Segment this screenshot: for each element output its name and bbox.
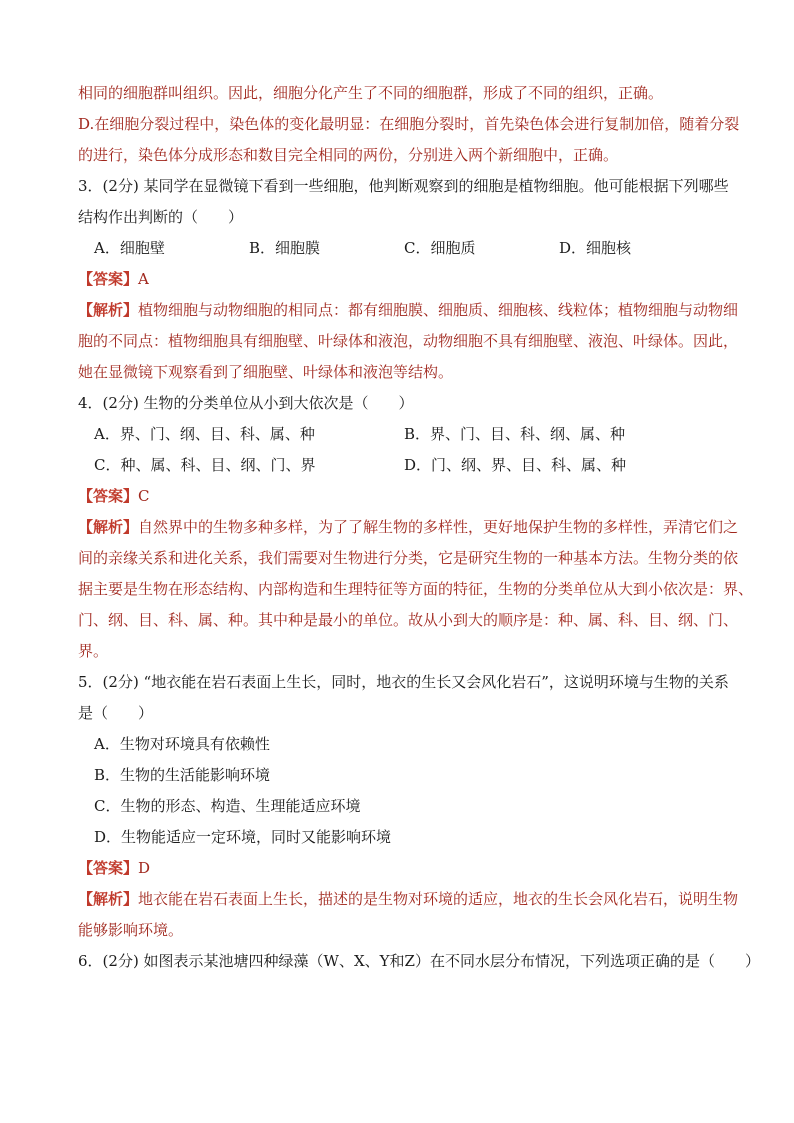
- answer-value: C: [138, 487, 150, 505]
- option-c: C．种、属、科、目、纲、门、界: [94, 456, 316, 474]
- question-5-analysis-line: 能够影响环境。: [78, 921, 184, 939]
- option-b: B．生物的生活能影响环境: [94, 766, 271, 784]
- page-content: [78, 78, 760, 977]
- question-5-stem: 5．(2分) “地衣能在岩石表面上生长，同时，地衣的生长又会风化岩石”，这说明环境与生物的关系: [78, 673, 729, 691]
- question-4-options: [78, 450, 728, 481]
- answer-value: D: [138, 859, 151, 877]
- question-4-options: [78, 419, 728, 450]
- option-d: D．门、纲、界、目、科、属、种: [404, 456, 627, 474]
- question-5-stem: 是（ ）: [78, 704, 154, 722]
- analysis-text: 地衣能在岩石表面上生长，描述的是生物对环境的适应，地衣的生长会风化岩石，说明生物: [138, 890, 739, 908]
- question-3-answer: [78, 264, 728, 295]
- analysis-text: 植物细胞与动物细胞的相同点：都有细胞膜、细胞质、细胞核、线粒体；植物细胞与动物细: [138, 301, 739, 319]
- prev-analysis-line: 相同的细胞群叫组织。因此，细胞分化产生了不同的细胞群，形成了不同的组织，正确。: [78, 84, 664, 102]
- answer-label: 【答案】: [78, 859, 139, 877]
- question-5-answer: [78, 853, 728, 884]
- question-4-analysis-line: 门、纲、目、科、属、种。其中种是最小的单位。故从小到大的顺序是：种、属、科、目、纲、门、: [78, 611, 739, 629]
- prev-analysis-line: D.在细胞分裂过程中，染色体的变化最明显：在细胞分裂时，首先染色体会进行复制加倍，随着分裂: [78, 115, 740, 133]
- option-c: C．细胞质: [404, 239, 476, 257]
- question-4-stem: 4．(2分) 生物的分类单位从小到大依次是（ ）: [78, 394, 414, 412]
- question-6-stem: 6．(2分) 如图表示某池塘四种绿藻（W、X、Y和Z）在不同水层分布情况，下列选项正确的是（ ）: [78, 952, 760, 970]
- analysis-text: 自然界中的生物多种多样，为了了解生物的多样性，更好地保护生物的多样性，弄清它们之: [138, 518, 739, 536]
- question-4-answer: [78, 481, 728, 512]
- analysis-label: 【解析】: [78, 301, 139, 319]
- answer-label: 【答案】: [78, 487, 139, 505]
- analysis-label: 【解析】: [78, 890, 139, 908]
- answer-value: A: [138, 270, 149, 288]
- question-3-analysis-line: 她在显微镜下观察看到了细胞壁、叶绿体和液泡等结构。: [78, 363, 454, 381]
- question-3-stem: 3．(2分) 某同学在显微镜下看到一些细胞，他判断观察到的细胞是植物细胞。他可能根据下列哪些: [78, 177, 729, 195]
- answer-label: 【答案】: [78, 270, 139, 288]
- question-3-options: [78, 233, 728, 264]
- option-c: C．生物的形态、构造、生理能适应环境: [94, 797, 361, 815]
- option-b: B．界、门、目、科、纲、属、种: [404, 425, 626, 443]
- question-4-analysis-line: 据主要是生物在形态结构、内部构造和生理特征等方面的特征，生物的分类单位从大到小依次是：界、: [78, 580, 754, 598]
- option-d: D．生物能适应一定环境，同时又能影响环境: [94, 828, 392, 846]
- option-a: A．界、门、纲、目、科、属、种: [94, 425, 315, 443]
- option-a: A．细胞壁: [94, 239, 165, 257]
- option-b: B．细胞膜: [249, 239, 321, 257]
- option-d: D．细胞核: [559, 239, 632, 257]
- option-a: A．生物对环境具有依赖性: [94, 735, 270, 753]
- question-4-analysis-line: 间的亲缘关系和进化关系，我们需要对生物进行分类，它是研究生物的一种基本方法。生物分类的依: [78, 549, 739, 567]
- question-3-analysis-line: 胞的不同点：植物细胞具有细胞壁、叶绿体和液泡，动物细胞不具有细胞壁、液泡、叶绿体。因此，: [78, 332, 739, 350]
- question-3-analysis: [78, 295, 739, 326]
- question-3-stem: 结构作出判断的（ ）: [78, 208, 244, 226]
- question-4-analysis: [78, 512, 739, 543]
- question-5-analysis: [78, 884, 739, 915]
- analysis-label: 【解析】: [78, 518, 139, 536]
- question-4-analysis-line: 界。: [78, 642, 109, 660]
- prev-analysis-line: 的进行，染色体分成形态和数目完全相同的两份，分别进入两个新细胞中，正确。: [78, 146, 619, 164]
